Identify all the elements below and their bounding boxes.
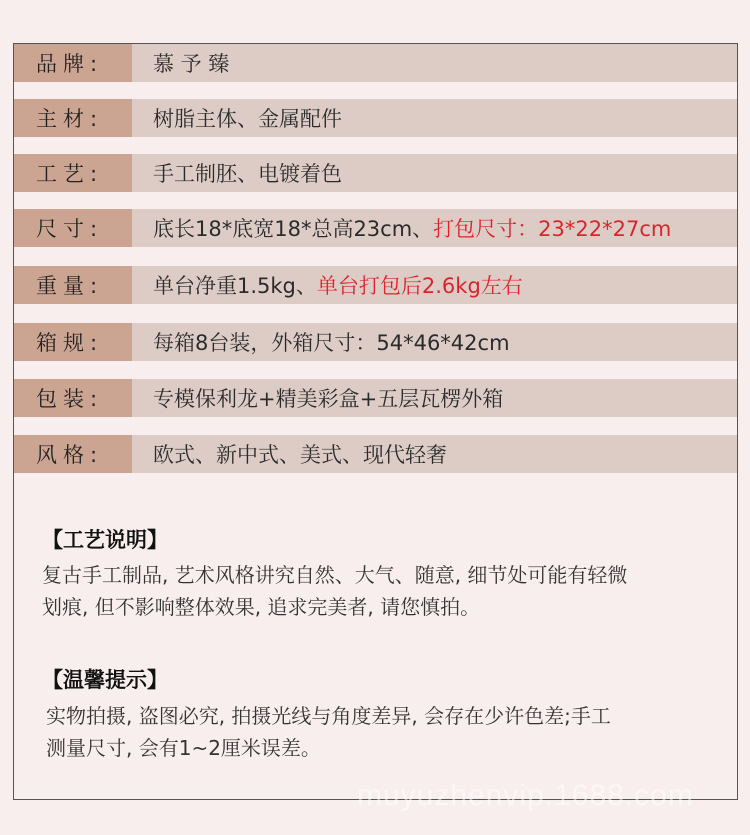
tips-title: 【温馨提示】 [42, 668, 168, 692]
tips-line-1: 实物拍摄, 盗图必究, 拍摄光线与角度差异, 会存在少许色差;手工 [46, 704, 611, 728]
spec-row-weight [14, 266, 737, 304]
spec-value: 专模保利龙+精美彩盒+五层瓦楞外箱 [153, 387, 504, 411]
tips-line-2: 测量尺寸, 会有1~2厘米误差。 [46, 736, 321, 760]
spec-value: 树脂主体、金属配件 [153, 107, 342, 131]
spec-value: 单台净重1.5kg、单台打包后2.6kg左右 [153, 274, 523, 298]
spec-row-size [14, 209, 737, 247]
craft-line-1: 复古手工制品, 艺术风格讲究自然、大气、随意, 细节处可能有轻微 [42, 563, 628, 587]
watermark: muyuzhenvip.1688.com [357, 779, 694, 812]
spec-label: 风格: [14, 435, 132, 473]
spec-label: 品牌: [14, 44, 132, 82]
spec-value: 每箱8台装，外箱尺寸：54*46*42cm [153, 331, 510, 355]
craft-title: 【工艺说明】 [42, 528, 168, 552]
spec-row-craft [14, 154, 737, 192]
spec-label: 包装: [14, 379, 132, 417]
spec-label: 工艺: [14, 154, 132, 192]
highlight-text: 单台打包后2.6kg左右 [316, 274, 523, 298]
spec-row-brand [14, 44, 737, 82]
spec-value: 欧式、新中式、美式、现代轻奢 [153, 443, 447, 467]
spec-row-carton [14, 323, 737, 361]
spec-value: 慕 予 臻 [153, 52, 230, 76]
spec-label: 主材: [14, 99, 132, 137]
highlight-text: 打包尺寸：23*22*27cm [433, 217, 672, 241]
spec-value: 底长18*底宽18*总高23cm、打包尺寸：23*22*27cm [153, 217, 672, 241]
spec-label: 重量: [14, 266, 132, 304]
spec-row-style [14, 435, 737, 473]
spec-label: 尺寸: [14, 209, 132, 247]
spec-value: 手工制胚、电镀着色 [153, 162, 342, 186]
spec-row-material [14, 99, 737, 137]
craft-line-2: 划痕, 但不影响整体效果, 追求完美者, 请您慎拍。 [42, 595, 481, 619]
spec-panel [13, 43, 738, 800]
spec-row-packaging [14, 379, 737, 417]
spec-label: 箱规: [14, 323, 132, 361]
